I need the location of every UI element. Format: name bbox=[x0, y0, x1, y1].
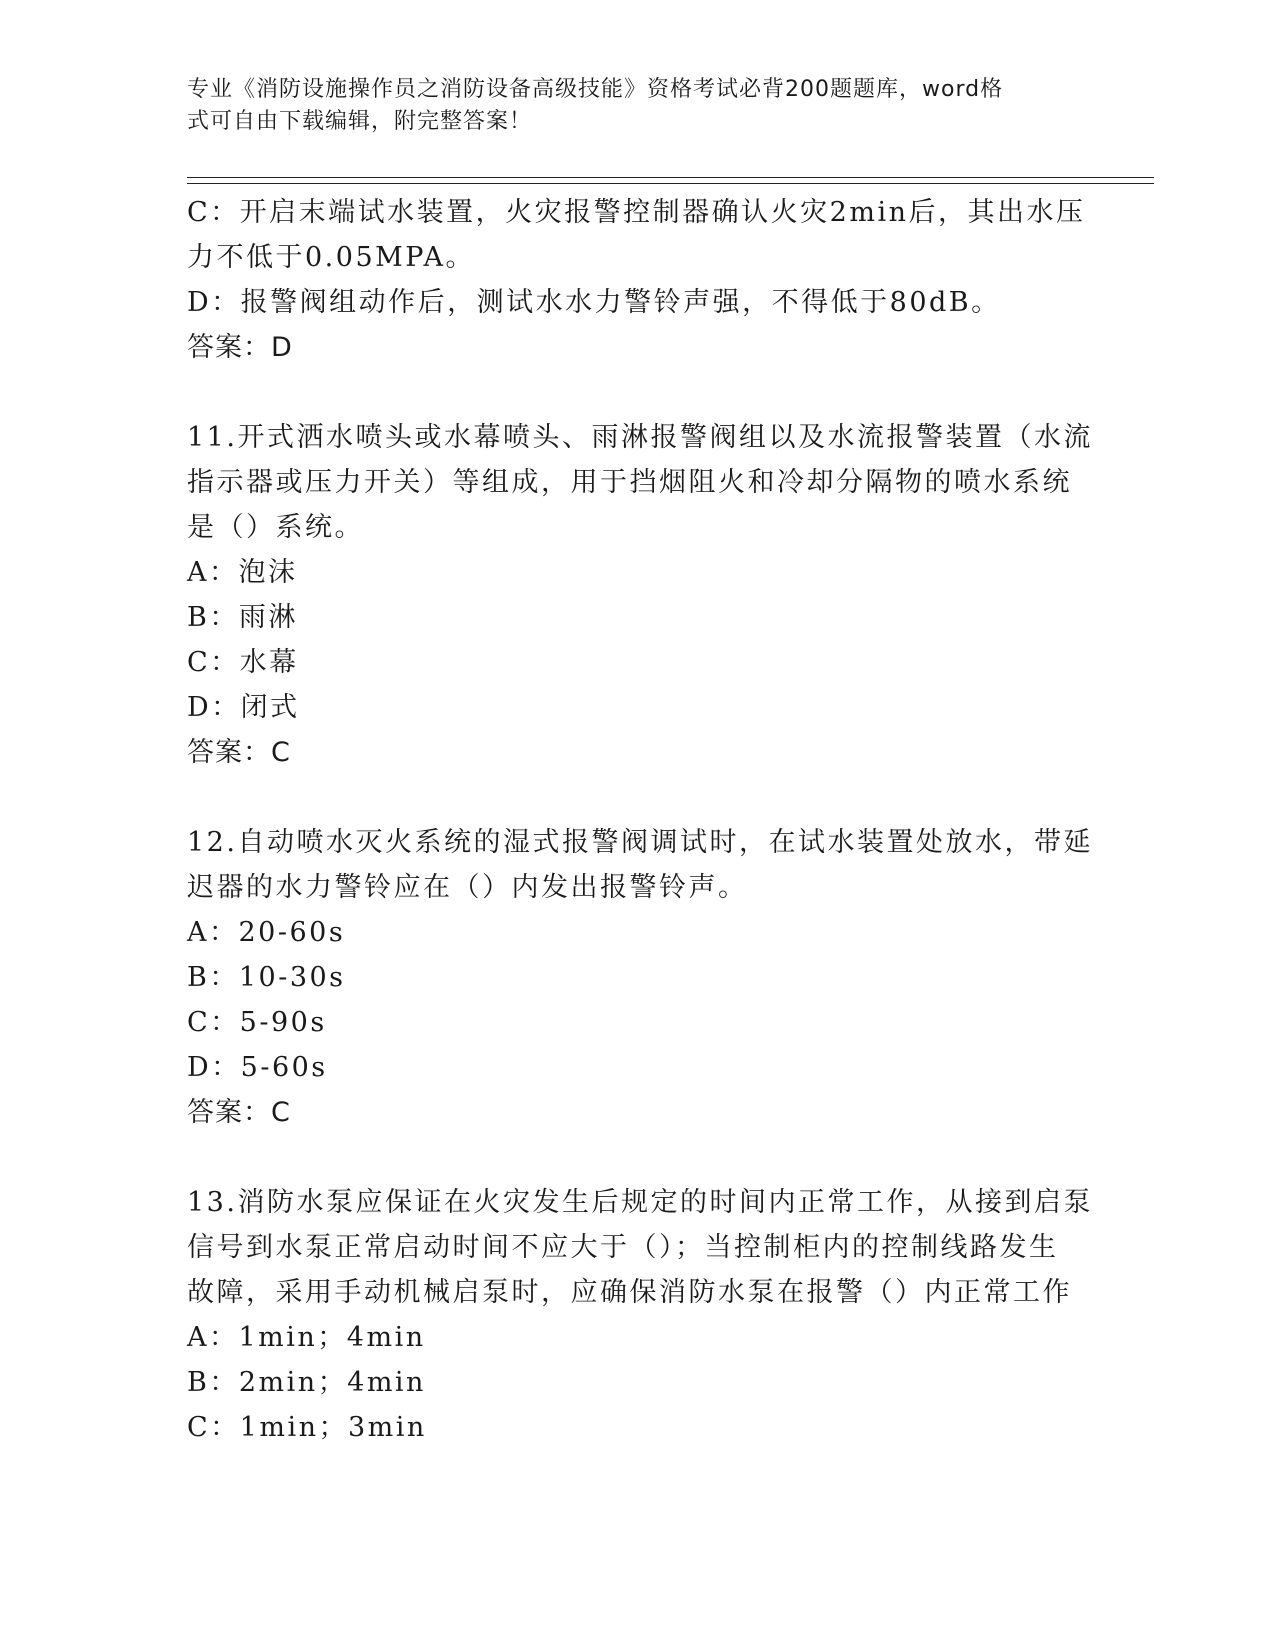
option-d: D：闭式 bbox=[187, 692, 300, 723]
option-b: B：雨淋 bbox=[187, 602, 298, 633]
answer-line: 答案：D bbox=[187, 332, 293, 363]
option-c: C：水幕 bbox=[187, 647, 299, 678]
answer-line: 答案：C bbox=[187, 737, 291, 768]
answer-line: 答案：C bbox=[187, 1097, 291, 1128]
option-c: C：1min；3min bbox=[187, 1412, 427, 1443]
question-content bbox=[187, 190, 1093, 1450]
question-text: 13.消防水泵应保证在火灾发生后规定的时间内正常工作，从接到启泵 bbox=[187, 1187, 1093, 1218]
question-text: 12.自动喷水灭火系统的湿式报警阀调试时，在试水装置处放水，带延 bbox=[187, 827, 1093, 858]
question-text: 迟器的水力警铃应在（）内发出报警铃声。 bbox=[187, 872, 748, 903]
question-text: 是（）系统。 bbox=[187, 512, 364, 543]
option-a: A：泡沫 bbox=[187, 557, 298, 588]
question-text: 指示器或压力开关）等组成，用于挡烟阻火和冷却分隔物的喷水系统 bbox=[187, 467, 1072, 498]
option-d: D：报警阀组动作后，测试水水力警铃声强，不得低于80dB。 bbox=[187, 287, 1001, 318]
option-d: D：5-60s bbox=[187, 1052, 328, 1083]
question-text: 11.开式洒水喷头或水幕喷头、雨淋报警阀组以及水流报警装置（水流 bbox=[187, 422, 1093, 453]
header-line-1: 专业《消防设施操作员之消防设备高级技能》资格考试必背200题题库，word格 bbox=[187, 77, 1004, 102]
question-12 bbox=[187, 820, 1093, 1135]
previous-question-tail bbox=[187, 190, 1087, 370]
header-divider-top bbox=[187, 177, 1154, 178]
document-header bbox=[187, 74, 1067, 138]
option-a: A：20-60s bbox=[187, 917, 346, 948]
question-text: 故障，采用手动机械启泵时，应确保消防水泵在报警（）内正常工作 bbox=[187, 1277, 1072, 1308]
option-b: B：2min；4min bbox=[187, 1367, 426, 1398]
header-divider-bottom bbox=[187, 183, 1154, 184]
option-a: A：1min；4min bbox=[187, 1322, 426, 1353]
header-line-2: 式可自由下载编辑，附完整答案！ bbox=[187, 109, 533, 134]
question-13 bbox=[187, 1180, 1093, 1450]
question-11 bbox=[187, 415, 1093, 775]
option-c: C：开启末端试水装置，火灾报警控制器确认火灾2min后，其出水压 bbox=[187, 197, 1086, 228]
option-c: C：5-90s bbox=[187, 1007, 327, 1038]
question-text: 信号到水泵正常启动时间不应大于（）；当控制柜内的控制线路发生 bbox=[187, 1232, 1059, 1263]
option-b: B：10-30s bbox=[187, 962, 346, 993]
option-c-continued: 力不低于0.05MPA。 bbox=[187, 242, 475, 273]
